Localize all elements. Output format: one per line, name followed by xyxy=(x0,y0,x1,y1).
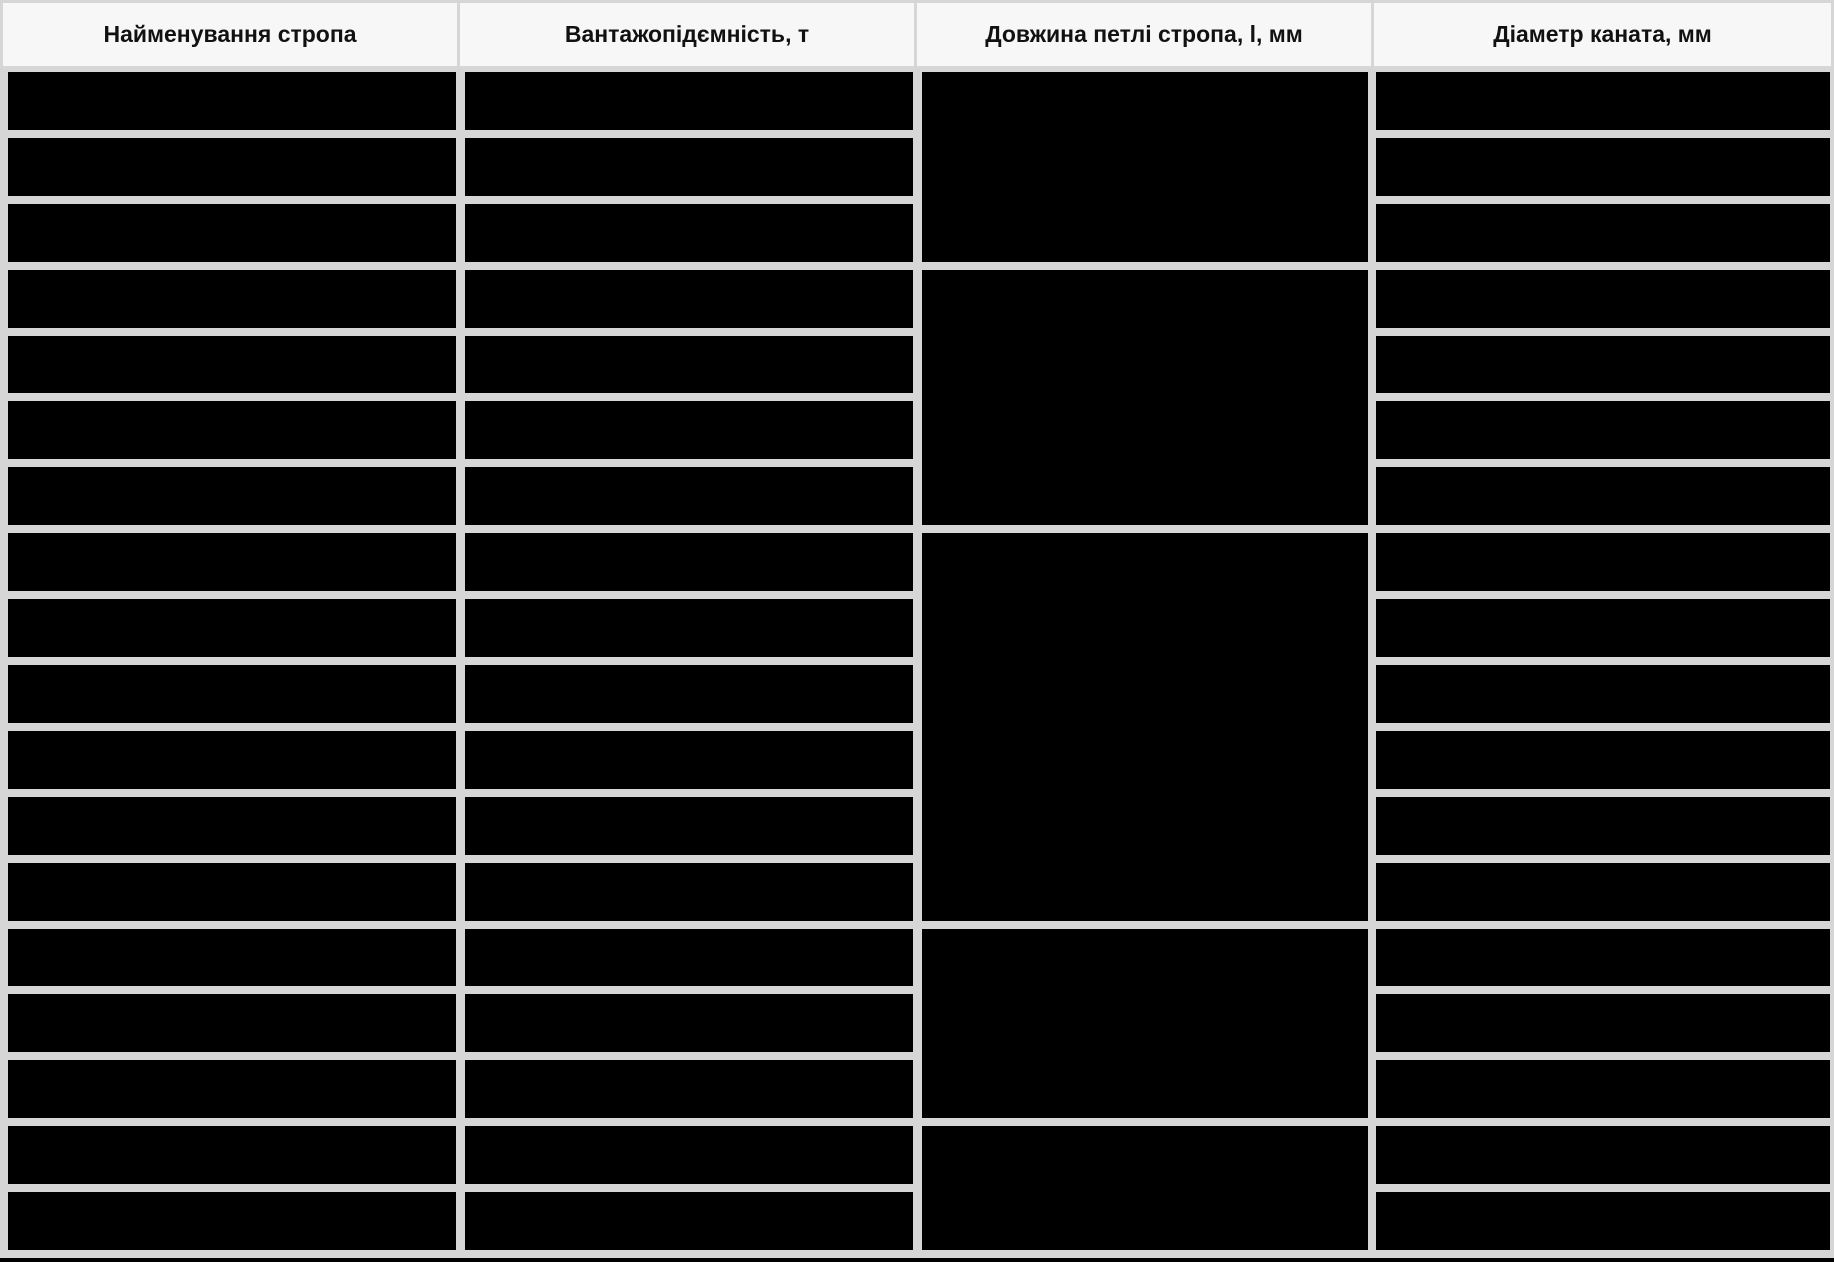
cell-sling-name xyxy=(8,1192,456,1250)
cell-load-capacity xyxy=(465,994,913,1052)
cell-load-capacity xyxy=(465,401,913,459)
cell-rope-diameter xyxy=(1376,599,1830,657)
cell-rope-diameter xyxy=(1376,731,1830,789)
cell-sling-name xyxy=(8,929,456,986)
cell-load-capacity xyxy=(465,1060,913,1118)
cell-loop-length-merged xyxy=(922,72,1368,262)
cell-rope-diameter xyxy=(1376,467,1830,525)
cell-rope-diameter xyxy=(1376,665,1830,723)
cell-sling-name xyxy=(8,467,456,525)
cell-loop-length-merged xyxy=(922,929,1368,1118)
cell-sling-name xyxy=(8,994,456,1052)
cell-rope-diameter xyxy=(1376,138,1830,196)
cell-sling-name xyxy=(8,72,456,130)
cell-sling-name xyxy=(8,138,456,196)
cell-rope-diameter xyxy=(1376,401,1830,459)
cell-loop-length-merged xyxy=(922,270,1368,525)
cell-sling-name xyxy=(8,204,456,262)
cell-rope-diameter xyxy=(1376,994,1830,1052)
cell-load-capacity xyxy=(465,1192,913,1250)
header-loop-length: Довжина петлі стропа, l, мм xyxy=(917,3,1371,66)
cell-rope-diameter xyxy=(1376,797,1830,855)
cell-rope-diameter xyxy=(1376,72,1830,130)
cell-sling-name xyxy=(8,731,456,789)
cell-sling-name xyxy=(8,270,456,328)
cell-load-capacity xyxy=(465,270,913,328)
cell-sling-name xyxy=(8,533,456,591)
cell-load-capacity xyxy=(465,72,913,130)
header-sling-name: Найменування стропа xyxy=(3,3,457,66)
cell-load-capacity xyxy=(465,797,913,855)
cell-load-capacity xyxy=(465,665,913,723)
cell-rope-diameter xyxy=(1376,1060,1830,1118)
table-bottom-edge xyxy=(0,1258,1834,1262)
cell-rope-diameter xyxy=(1376,533,1830,591)
cell-sling-name xyxy=(8,665,456,723)
cell-rope-diameter xyxy=(1376,270,1830,328)
cell-sling-name xyxy=(8,863,456,921)
cell-load-capacity xyxy=(465,863,913,921)
cell-loop-length-merged xyxy=(922,533,1368,921)
cell-rope-diameter xyxy=(1376,1126,1830,1184)
cell-sling-name xyxy=(8,797,456,855)
cell-rope-diameter xyxy=(1376,1192,1830,1250)
cell-rope-diameter xyxy=(1376,929,1830,986)
cell-load-capacity xyxy=(465,204,913,262)
cell-load-capacity xyxy=(465,731,913,789)
cell-load-capacity xyxy=(465,599,913,657)
cell-sling-name xyxy=(8,336,456,393)
cell-sling-name xyxy=(8,1060,456,1118)
cell-sling-name xyxy=(8,1126,456,1184)
cell-rope-diameter xyxy=(1376,863,1830,921)
cell-sling-name xyxy=(8,401,456,459)
cell-load-capacity xyxy=(465,467,913,525)
cell-rope-diameter xyxy=(1376,204,1830,262)
cell-load-capacity xyxy=(465,336,913,393)
cell-loop-length-merged xyxy=(922,1126,1368,1250)
header-load-capacity: Вантажопідємність, т xyxy=(460,3,914,66)
cell-sling-name xyxy=(8,599,456,657)
cell-load-capacity xyxy=(465,1126,913,1184)
cell-load-capacity xyxy=(465,138,913,196)
cell-load-capacity xyxy=(465,929,913,986)
cell-rope-diameter xyxy=(1376,336,1830,393)
header-rope-diameter: Діаметр каната, мм xyxy=(1374,3,1831,66)
cell-load-capacity xyxy=(465,533,913,591)
